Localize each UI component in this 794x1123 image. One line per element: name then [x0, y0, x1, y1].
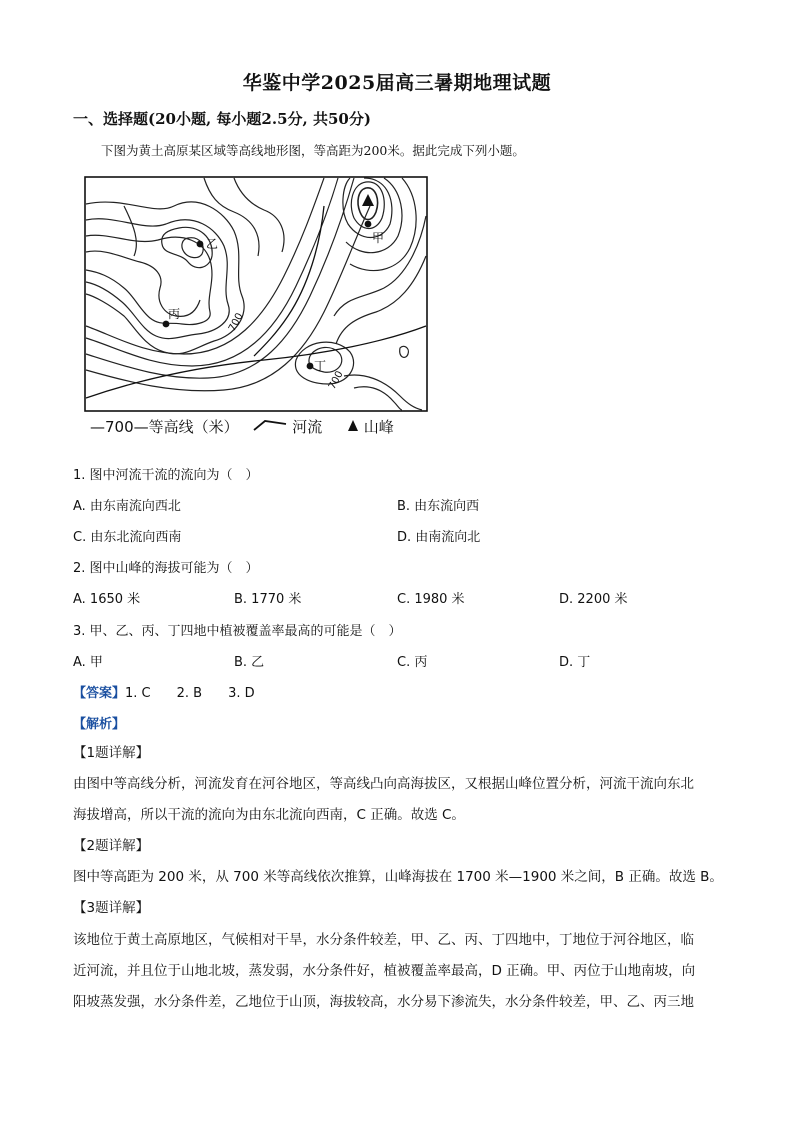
intro-text: 下图为黄土高原某区域等高线地形图，等高距为200米。据此完成下列小题。 [101, 143, 525, 158]
answer-line [73, 682, 255, 701]
contour-map-svg [84, 176, 428, 412]
contour-map [84, 176, 428, 412]
question-option[interactable]: B. 1770 米 [234, 592, 302, 607]
point-yi [197, 241, 204, 248]
answer-values: 1. C 2. B 3. D [125, 686, 255, 701]
question-option[interactable]: A. 1650 米 [73, 592, 141, 607]
label-jia: 甲 [372, 231, 385, 245]
question-option[interactable]: B. 乙 [234, 655, 265, 670]
question-option[interactable]: D. 由南流向北 [397, 530, 481, 545]
question-option[interactable]: A. 由东南流向西北 [73, 499, 181, 514]
answer-label: 【答案】 [73, 686, 126, 701]
page-title: 华鉴中学2025届高三暑期地理试题 [242, 72, 552, 94]
question-stem: 2. 图中山峰的海拔可能为（ ） [73, 561, 259, 576]
legend-river: 河流 [292, 418, 323, 436]
point-ding [307, 363, 314, 370]
detail-heading: 【3题详解】 [73, 900, 150, 916]
section-heading: 一、选择题(20小题, 每小题2.5分, 共50分) [73, 110, 371, 128]
detail-line: 近河流，并且位于山地北坡，蒸发弱，水分条件好，植被覆盖率最高，D 正确。甲、丙位于山地南坡，向 [73, 963, 696, 979]
detail-line: 海拔增高，所以干流的流向为由东北流向西南，C 正确。故选 C。 [73, 807, 465, 823]
legend-peak: 山峰 [363, 418, 394, 436]
detail-heading: 【1题详解】 [73, 745, 150, 761]
question-option[interactable]: C. 1980 米 [397, 592, 465, 607]
question-option[interactable]: C. 丙 [397, 655, 428, 670]
detail-line: 由图中等高线分析，河流发育在河谷地区，等高线凸向高海拔区，又根据山峰位置分析，河流干流向东北 [73, 776, 694, 792]
detail-heading: 【2题详解】 [73, 838, 150, 854]
label-ding: 丁 [314, 359, 327, 373]
point-bing [163, 321, 170, 328]
legend-river-icon [253, 418, 287, 436]
detail-line: 阳坡蒸发强，水分条件差，乙地位于山顶，海拔较高，水分易下渗流失，水分条件较差，甲、乙、丙三地 [73, 994, 694, 1010]
point-jia [365, 221, 372, 228]
question-option[interactable]: B. 由东流向西 [397, 499, 480, 514]
contour-label-700-b: 700 [326, 369, 346, 392]
question-option[interactable]: D. 2200 米 [559, 592, 628, 607]
question-option[interactable]: D. 丁 [559, 655, 591, 670]
question-option[interactable]: C. 由东北流向西南 [73, 530, 182, 545]
label-bing: 丙 [168, 307, 181, 321]
question-option[interactable]: A. 甲 [73, 655, 103, 670]
label-yi: 乙 [206, 237, 219, 251]
map-legend [90, 416, 394, 437]
detail-line: 图中等高距为 200 米，从 700 米等高线依次推算，山峰海拔在 1700 米—1900 米之间，B 正确。故选 B。 [73, 869, 723, 885]
question-stem: 1. 图中河流干流的流向为（ ） [73, 468, 259, 483]
detail-line: 该地位于黄土高原地区，气候相对干旱，水分条件较差，甲、乙、丙、丁四地中，丁地位于河谷地区，临 [73, 932, 694, 948]
legend-contour: —700—等高线（米） [90, 418, 239, 436]
question-stem: 3. 甲、乙、丙、丁四地中植被覆盖率最高的可能是（ ） [73, 624, 402, 639]
analysis-label: 【解析】 [73, 717, 126, 732]
contour-label-700-a: 700 [226, 311, 246, 334]
legend-peak-icon [347, 418, 359, 436]
